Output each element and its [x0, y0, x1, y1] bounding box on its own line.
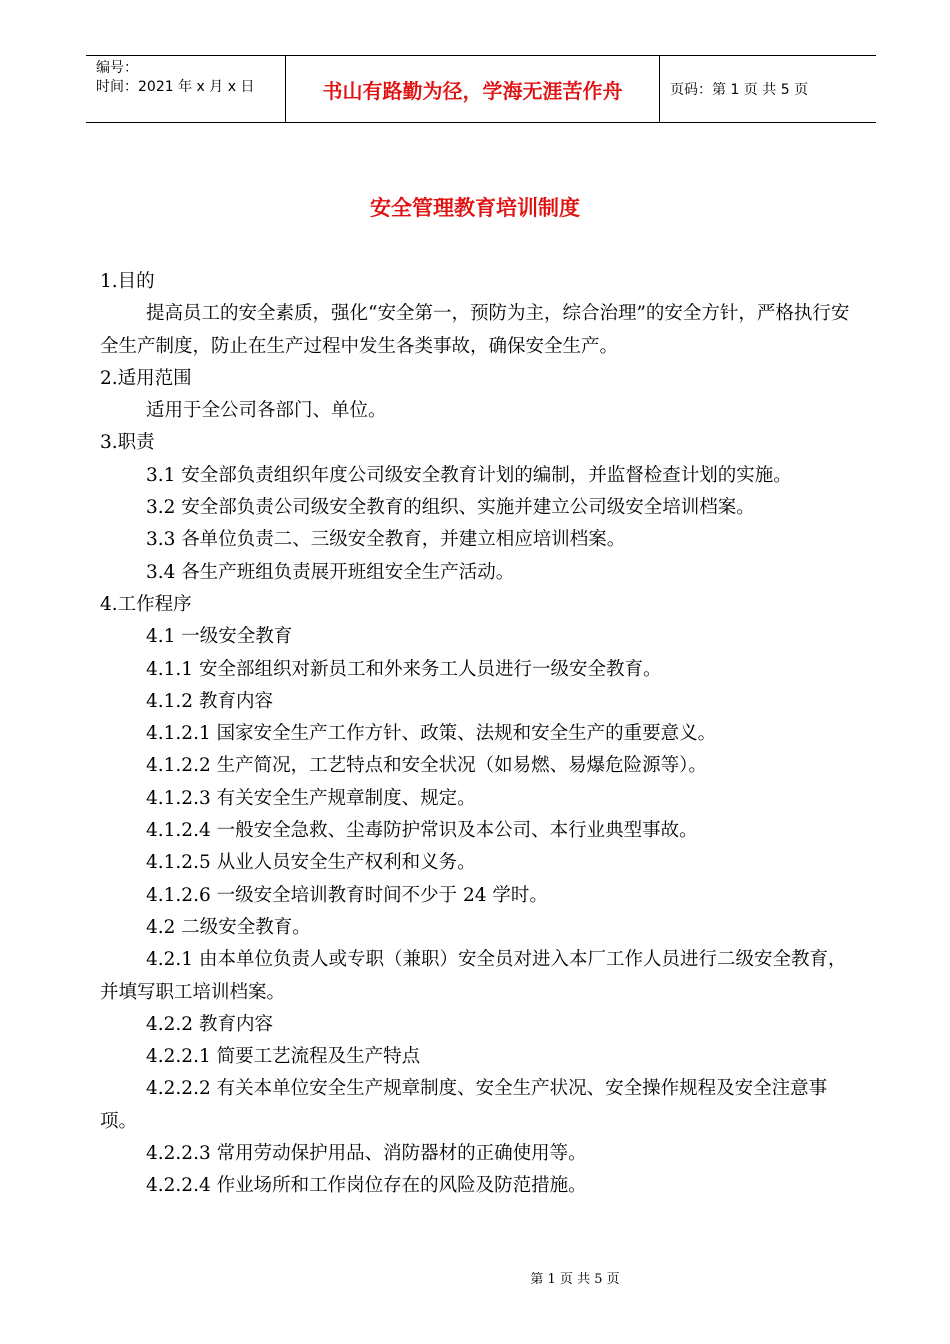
body-paragraph: 3.3 各单位负责二、三级安全教育，并建立相应培训档案。: [146, 529, 626, 551]
body-paragraph: 4.2.2.4 作业场所和工作岗位存在的风险及防范措施。: [146, 1175, 587, 1197]
body-paragraph: 4.1.1 安全部组织对新员工和外来务工人员进行一级安全教育。: [146, 658, 662, 680]
body-paragraph: 4.2.2.3 常用劳动保护用品、消防器材的正确使用等。: [146, 1143, 587, 1165]
document-title: 安全管理教育培训制度: [370, 196, 580, 220]
page-header: [86, 55, 876, 123]
body-paragraph: 4.1.2.5 从业人员安全生产权利和义务。: [146, 852, 476, 874]
body-paragraph: 4.1.2.2 生产简况，工艺特点和安全状况（如易燃、易爆危险源等）。: [146, 755, 707, 777]
body-paragraph: 4.2.2.1 简要工艺流程及生产特点: [146, 1046, 421, 1068]
body-paragraph: 4.1 一级安全教育: [146, 626, 293, 648]
body-paragraph: 3.2 安全部负责公司级安全教育的组织、实施并建立公司级安全培训档案。: [146, 497, 755, 519]
body-paragraph: 适用于全公司各部门、单位。: [146, 400, 387, 422]
document-number-label: 编号：: [96, 60, 138, 76]
body-paragraph: 4.2 二级安全教育。: [146, 916, 311, 938]
body-paragraph: 4.1.2 教育内容: [146, 690, 273, 712]
page-footer: 第 1 页 共 5 页: [530, 1272, 620, 1287]
body-paragraph: 4.1.2.1 国家安全生产工作方针、政策、法规和安全生产的重要意义。: [146, 723, 717, 745]
document-body: [100, 266, 860, 1203]
body-paragraph: 4.1.2.3 有关安全生产规章制度、规定。: [146, 787, 476, 809]
body-paragraph: 3.1 安全部负责组织年度公司级安全教育计划的编制，并监督检查计划的实施。: [146, 464, 792, 486]
body-paragraph: 4.1.2.4 一般安全急救、尘毒防护常识及本公司、本行业典型事故。: [146, 820, 698, 842]
body-paragraph: 3.4 各生产班组负责展开班组安全生产活动。: [146, 561, 515, 583]
document-time-label: 时间：2021 年 x 月 x 日: [96, 79, 255, 95]
section-heading: 1.目的: [100, 271, 155, 292]
header-page-label: 页码：第 1 页 共 5 页: [670, 82, 809, 98]
section-heading: 4.工作程序: [100, 593, 192, 615]
body-paragraph: 4.1.2.6 一级安全培训教育时间不少于 24 学时。: [146, 884, 548, 906]
body-paragraph: 4.2.2 教育内容: [146, 1013, 273, 1035]
section-heading: 3.职责: [100, 432, 155, 454]
body-paragraph: 提高员工的安全素质，强化“安全第一，预防为主，综合治理”的安全方针，严格执行安全生产制度，防止在生产过程中发生各类事故，确保安全生产。: [100, 303, 850, 357]
section-heading: 2.适用范围: [100, 367, 192, 389]
header-meta: [86, 56, 286, 122]
body-paragraph: 4.2.1 由本单位负责人或专职（兼职）安全员对进入本厂工作人员进行二级安全教育，并填写职工培训档案。: [100, 949, 847, 1003]
body-paragraph: 4.2.2.2 有关本单位安全生产规章制度、安全生产状况、安全操作规程及安全注意事项。: [100, 1078, 828, 1132]
header-slogan: 书山有路勤为径，学海无涯苦作舟: [286, 56, 660, 122]
